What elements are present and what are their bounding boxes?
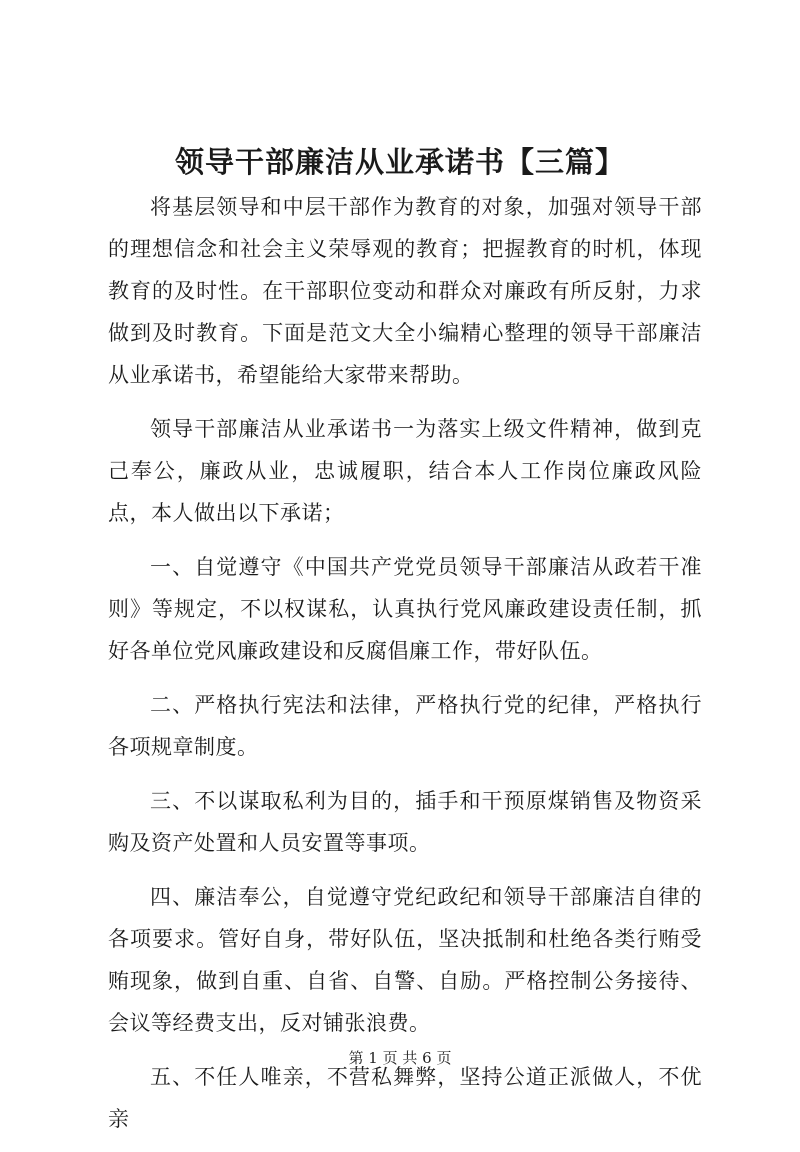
paragraph-intro: 将基层领导和中层干部作为教育的对象，加强对领导干部的理想信念和社会主义荣辱观的教育；把握教育的时机，体现教育的及时性。在干部职位变动和群众对廉政有所反射，力求做到及时教育。下面是范文大全小编精心整理的领导干部廉洁从业承诺书，希望能给大家带来帮助。 [108, 195, 702, 387]
paragraph-item-2: 二、严格执行宪法和法律，严格执行党的纪律，严格执行各项规章制度。 [108, 693, 702, 759]
page-number-footer: 第 1 页 共 6 页 [348, 1049, 452, 1067]
document-title: 领导干部廉洁从业承诺书【三篇】 [174, 145, 625, 179]
paragraph-item-3: 三、不以谋取私利为目的，插手和干预原煤销售及物资采购及资产处置和人员安置等事项。 [108, 789, 702, 855]
paragraph-commitment-intro: 领导干部廉洁从业承诺书一为落实上级文件精神，做到克己奉公，廉政从业，忠诚履职，结合本人工作岗位廉政风险点，本人做出以下承诺； [108, 417, 702, 525]
paragraph-item-1: 一、自觉遵守《中国共产党党员领导干部廉洁从政若干准则》等规定，不以权谋私，认真执行党风廉政建设责任制，抓好各单位党风廉政建设和反腐倡廉工作，带好队伍。 [108, 555, 702, 663]
paragraph-item-5: 五、不任人唯亲，不营私舞弊，坚持公道正派做人，不优亲 [108, 1065, 702, 1131]
document-body [108, 186, 702, 1152]
paragraph-item-4: 四、廉洁奉公，自觉遵守党纪政纪和领导干部廉洁自律的各项要求。管好自身，带好队伍，坚决抵制和杜绝各类行贿受贿现象，做到自重、自省、自警、自励。严格控制公务接待、会议等经费支出，反对铺张浪费。 [108, 885, 702, 1035]
